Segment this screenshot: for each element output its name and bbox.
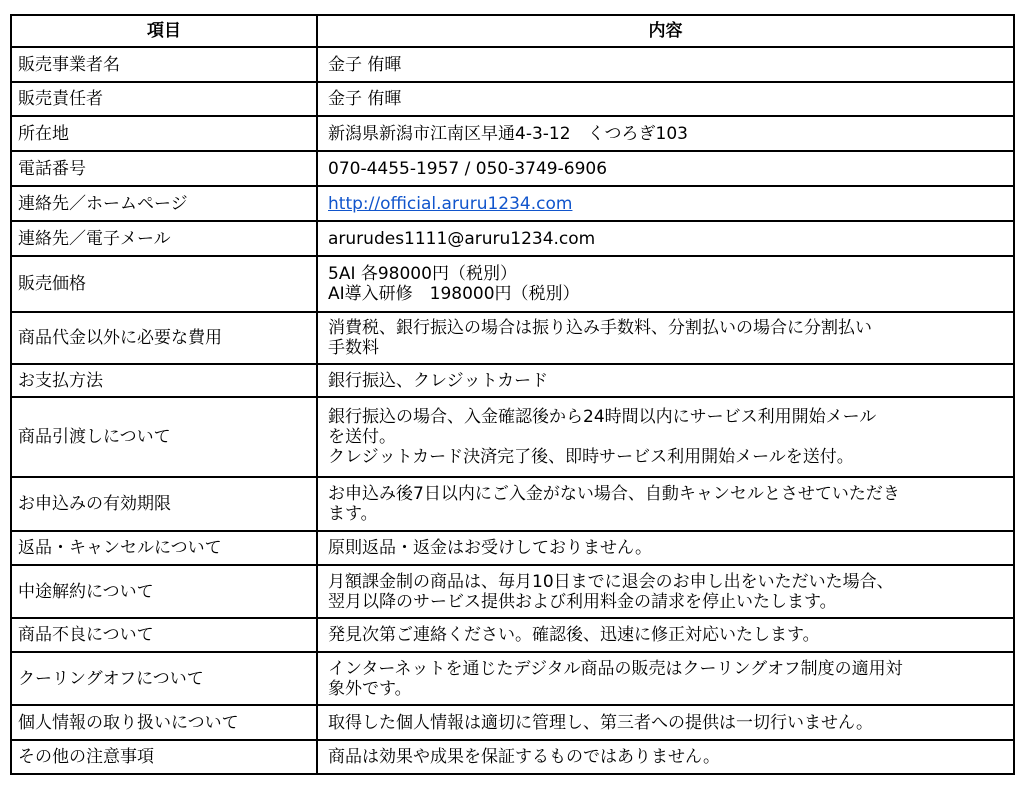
value-line: 取得した個人情報は適切に管理し、第三者への提供は一切行いません。 [328,712,874,733]
table-row [11,312,1014,364]
row-label: 連絡先／電子メール [11,221,317,256]
table-row [11,364,1014,397]
value-line: 手数料 [328,338,379,358]
table-row [11,151,1014,186]
value-line: 商品は効果や成果を保証するものではありません。 [328,747,721,767]
row-value [317,256,1014,312]
value-line: 原則返品・返金はお受けしておりません。 [328,538,653,558]
row-value [317,82,1014,116]
row-value [317,652,1014,705]
row-label: 商品引渡しについて [11,397,317,477]
value-line: 翌月以降のサービス提供および利用料金の請求を停止いたします。 [328,591,837,612]
row-value [317,531,1014,565]
table-row [11,531,1014,565]
row-value [317,221,1014,256]
row-value [317,151,1014,186]
value-line: 消費税、銀行振込の場合は振り込み手数料、分割払いの場合に分割払い [328,318,872,338]
table-row [11,565,1014,618]
value-line: 070-4455-1957 / 050-3749-6906 [328,158,608,179]
header-content: 内容 [317,15,1014,47]
row-label: 連絡先／ホームページ [11,186,317,221]
value-line: 銀行振込、クレジットカード [328,370,549,391]
row-label: お申込みの有効期限 [11,477,317,531]
row-label: その他の注意事項 [11,740,317,774]
row-label: 返品・キャンセルについて [11,531,317,565]
value-line: お申込み後7日以内にご入金がない場合、自動キャンセルとさせていただき [328,484,900,504]
table-row [11,47,1014,82]
row-label: 電話番号 [11,151,317,186]
homepage-link[interactable]: http://official.aruru1234.com [328,193,573,214]
value-line: を送付。 [328,427,396,447]
row-label: クーリングオフについて [11,652,317,705]
commerce-disclosure-table [10,14,1015,775]
table-row [11,652,1014,705]
table-row [11,116,1014,151]
value-line: 5AI 各98000円（税別） [328,264,517,284]
row-value [317,618,1014,652]
email-value: arurudes1111@aruru1234.com [328,228,596,249]
value-line: ます。 [328,504,378,524]
row-value [317,116,1014,151]
row-value [317,705,1014,740]
row-value [317,47,1014,82]
row-value [317,312,1014,364]
row-value [317,397,1014,477]
table-row [11,618,1014,652]
value-line: 銀行振込の場合、入金確認後から24時間以内にサービス利用開始メール [328,407,877,427]
row-label: お支払方法 [11,364,317,397]
value-line: 金子 侑暉 [328,89,402,109]
value-line: 新潟県新潟市江南区早通4-3-12 くつろぎ103 [328,123,688,144]
row-value [317,740,1014,774]
table-row [11,397,1014,477]
row-label: 中途解約について [11,565,317,618]
row-value [317,364,1014,397]
header-row [11,15,1014,47]
row-label: 個人情報の取り扱いについて [11,705,317,740]
table-row [11,82,1014,116]
table-row [11,221,1014,256]
row-value [317,186,1014,221]
value-line: 発見次第ご連絡ください。確認後、迅速に修正対応いたします。 [328,625,820,645]
table-row [11,705,1014,740]
table-row [11,740,1014,774]
value-line: 月額課金制の商品は、毎月10日までに退会のお申し出をいただいた場合、 [328,571,894,592]
header-item: 項目 [11,15,317,47]
value-line: 象外です。 [328,678,412,699]
row-label: 販売事業者名 [11,47,317,82]
disclosure-table-container [10,14,1013,775]
table-row [11,186,1014,221]
row-value [317,565,1014,618]
row-label: 所在地 [11,116,317,151]
row-value [317,477,1014,531]
row-label: 商品代金以外に必要な費用 [11,312,317,364]
row-label: 販売責任者 [11,82,317,116]
row-label: 販売価格 [11,256,317,312]
table-row [11,256,1014,312]
value-line: 金子 侑暉 [328,54,402,75]
table-body [11,47,1014,774]
value-line: AI導入研修 198000円（税別） [328,284,580,304]
row-label: 商品不良について [11,618,317,652]
value-line: インターネットを通じたデジタル商品の販売はクーリングオフ制度の適用対 [328,658,903,679]
value-line: クレジットカード決済完了後、即時サービス利用開始メールを送付。 [328,447,854,467]
table-row [11,477,1014,531]
